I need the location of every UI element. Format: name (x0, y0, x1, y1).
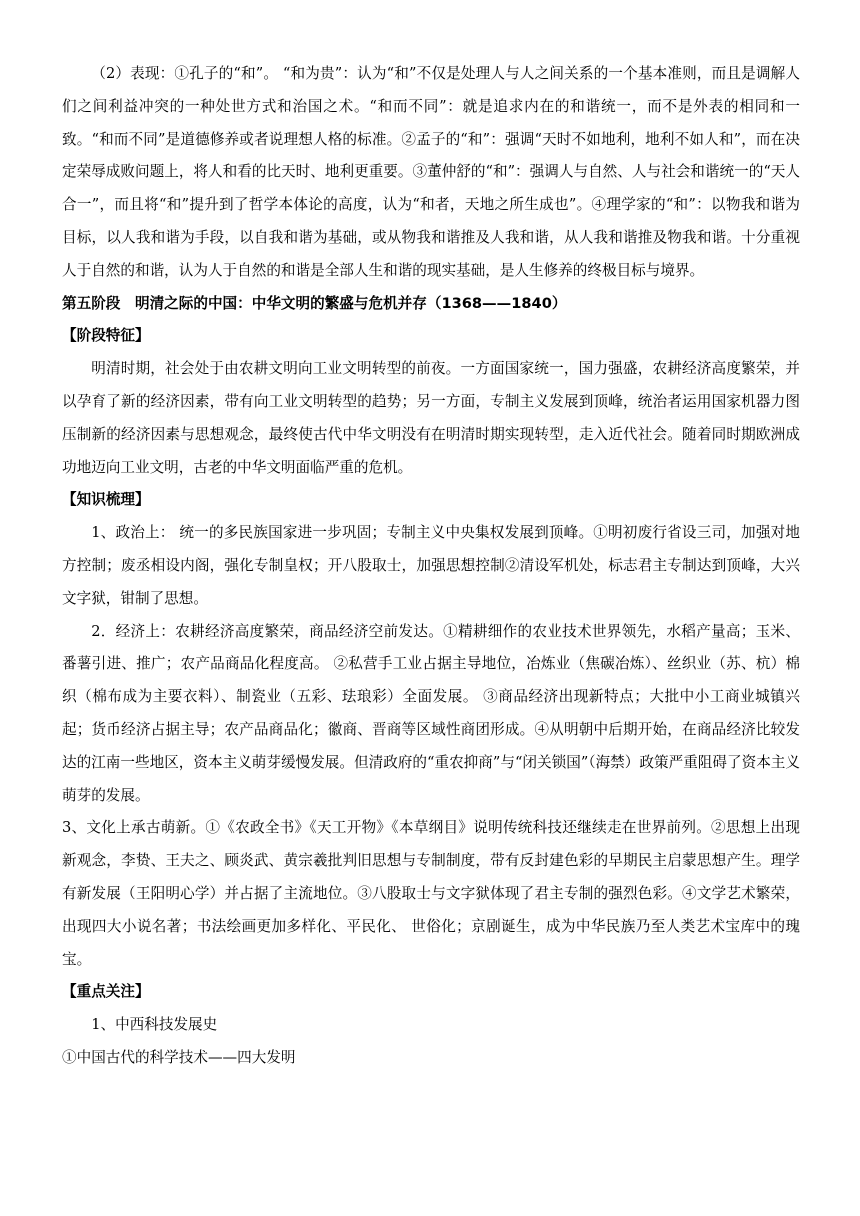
paragraph-harmony-manifestations: （2）表现：①孔子的“和”。 “和为贵”：认为“和”不仅是处理人与人之间关系的一个基本准则，而且是调解人们之间利益冲突的一种处世方式和治国之术。“和而不同”：就是追求内在的和谐统一，而不是外表的相同和一致。“和而不同”是道德修养或者说理想人格的标准。②孟子的“和”：强调“天时不如地利，地利不如人和”，而在决定荣辱成败问题上，将人和看的比天时、地利更重要。③董仲舒的“和”：强调人与自然、人与社会和谐统一的“天人合一”，而且将“和”提升到了哲学本体论的高度，认为“和者，天地之所生成也”。④理学家的“和”：以物我和谐为目标，以人我和谐为手段，以自我和谐为基础，或从物我和谐推及人我和谐，从人我和谐推及物我和谐。十分重视人于自然的和谐，认为人于自然的和谐是全部人生和谐的现实基础，是人生修养的终极目标与境界。 (62, 65, 800, 279)
focus-item-1: 1、中西科技发展史 (91, 1016, 218, 1034)
paragraph-politics: 1、政治上： 统一的多民族国家进一步巩固；专制主义中央集权发展到顶峰。①明初废行省设三司，加强对地方控制；废丞相设内阁，强化专制皇权；开八股取士，加强思想控制②清设军机处，标志君主专制达到顶峰，大兴文字狱，钳制了思想。 (62, 524, 800, 607)
paragraph-culture: 3、文化上承古萌新。①《农政全书》《天工开物》《本草纲目》说明传统科技还继续走在世界前列。②思想上出现新观念，李贽、王夫之、顾炎武、黄宗羲批判旧思想与专制制度，带有反封建色彩的早期民主启蒙思想产生。理学有新发展（王阳明心学）并占据了主流地位。③八股取士与文字狱体现了君主专制的强烈色彩。④文学艺术繁荣，出现四大小说名著；书法绘画更加多样化、平民化、 世俗化；京剧诞生，成为中华民族乃至人类艺术宝库中的瑰宝。 (62, 819, 800, 968)
section-heading-stage-features: 【阶段特征】 (62, 327, 150, 345)
focus-item-1-sub: ①中国古代的科学技术——四大发明 (62, 1048, 296, 1066)
paragraph-stage-features: 明清时期，社会处于由农耕文明向工业文明转型的前夜。一方面国家统一，国力强盛，农耕经济高度繁荣，并以孕育了新的经济因素，带有向工业文明转型的趋势；另一方面，专制主义发展到顶峰，统治者运用国家机器力图压制新的经济因素与思想观念，最终使古代中华文明没有在明清时期实现转型，走入近代社会。随着同时期欧洲成功地迈向工业文明，古老的中华文明面临严重的危机。 (62, 360, 800, 476)
document-page (62, 58, 800, 1075)
section-heading-focus: 【重点关注】 (62, 983, 150, 1001)
stage-five-title: 第五阶段 明清之际的中国：中华文明的繁盛与危机并存（1368——1840） (62, 294, 567, 312)
paragraph-economy: 2．经济上：农耕经济高度繁荣，商品经济空前发达。①精耕细作的农业技术世界领先，水稻产量高；玉米、番薯引进、推广；农产品商品化程度高。 ②私营手工业占据主导地位，冶炼业（焦碳冶炼）、丝织业（苏、杭）棉织（棉布成为主要衣料）、制瓷业（五彩、珐琅彩）全面发展。 ③商品经济出现新特点；大批中小工商业城镇兴起；货币经济占据主导；农产品商品化；徽商、晋商等区域性商团形成。④从明朝中后期开始，在商品经济比较发达的江南一些地区，资本主义萌芽缓慢发展。但清政府的“重农抑商”与“闭关锁国”（海禁）政策严重阻碍了资本主义萌芽的发展。 (62, 622, 800, 804)
section-heading-knowledge: 【知识梳理】 (62, 491, 150, 509)
